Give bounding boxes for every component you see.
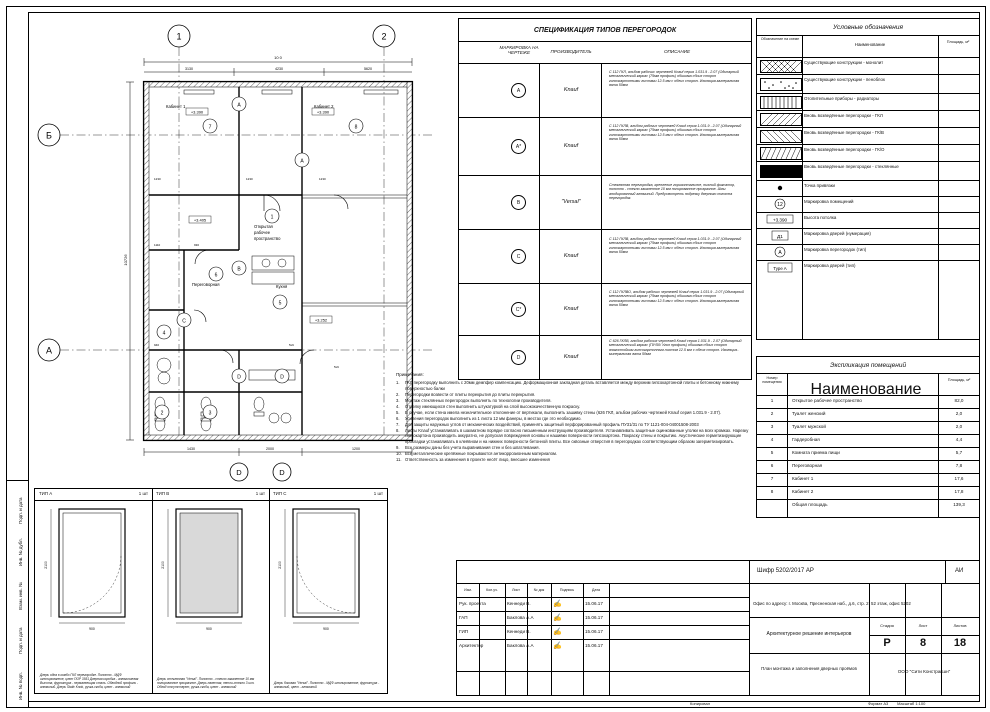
legend-row bbox=[757, 212, 979, 229]
svg-text:5x9: 5x9 bbox=[334, 365, 339, 369]
spec-description: С 112 ГКЛВ, альбом рабочих чертежей Knauf серия 1.031.9 - 2.07 (Одинарный металлический каркас (75мм профиль) обшивка сбоих сторон гипсокартонными листами 12.5 мм с обеих сторон. Изоляция-минеральная вата 50мм bbox=[609, 237, 742, 255]
role-date: 15.06.17 bbox=[585, 643, 603, 648]
note-text: Усиления перегородок выполнить из 1 листа 12 мм фанеры, в местах где это необходимо. bbox=[405, 415, 582, 421]
floor-plan bbox=[34, 20, 454, 482]
col-podpis: Подпись bbox=[559, 588, 575, 592]
svg-text:10 0: 10 0 bbox=[274, 55, 282, 60]
note-item: 9. Все размеры даны без учета выравнивания стен и без шпатлевания. bbox=[396, 445, 540, 451]
svg-text:8: 8 bbox=[354, 124, 358, 131]
spec-col-desc: ОПИСАНИЕ bbox=[663, 49, 691, 54]
room-area: 4,4 bbox=[955, 437, 963, 442]
svg-text:1: 1 bbox=[270, 214, 274, 221]
col-list: Лист bbox=[512, 588, 520, 592]
spec-producer: Knauf bbox=[563, 354, 579, 360]
col-data: Дата bbox=[592, 588, 600, 592]
sheet-code-suffix: АИ bbox=[955, 568, 964, 574]
room-name: Туалет женский bbox=[792, 411, 826, 416]
spec-mark: A bbox=[511, 83, 526, 98]
spec-producer: Knauf bbox=[563, 253, 579, 259]
legend-col-area: Площадь, м² bbox=[946, 40, 970, 44]
legend-name: Существующие конструкции - монолит bbox=[804, 60, 884, 65]
spec-row bbox=[459, 229, 751, 284]
legend-name: Существующие конструкции - пеноблок bbox=[804, 77, 885, 82]
note-text: Листы Knauf устанавливать в шахматном порядке согласно письменным инструкциям производителя. Устанавливать защитные оцинкованные уголки на всех кромках. Нарезку гипсокартона производить аккуратно, не допуская повреждения основы и нашивки поверхности гипсокартона. Покраску стены и покрытию. Акустические герметизирующие прокладки устанавливать в клеёвном и на нижних поверхности бетонной плиты. Все сквозные отверстия в перегородках соответствующим образом загерметизировать. bbox=[405, 427, 749, 445]
note-item: 11. Ответственность за изменения в проекте несёт лицо, внесшее изменения bbox=[396, 457, 550, 463]
svg-text:Б: Б bbox=[46, 130, 52, 141]
spec-description: С 626 ГКЛВ, альбом рабочих чертежей Knauf серия 1.031.9 - 2.07 (Одинарный металлический каркас (ПУ/50/ Угол профиль) обшивка сбоих сторон влагостойким гипсокартонным листом 12.5 мм с обеих сторон. Изоляция-минеральная вата 50мм bbox=[609, 339, 742, 357]
object-address: Офис по адресу: г. Москва, Пресненская наб., д.6, стр. 2, 52 этаж, офис 5202 bbox=[753, 601, 911, 606]
legend-name: Маркировка перегородок (тип) bbox=[804, 247, 867, 252]
notes-title: Примечания: bbox=[396, 372, 424, 377]
table-row bbox=[757, 473, 979, 487]
spec-mark: C bbox=[511, 249, 526, 264]
note-text: В случае, если стена имела незначительное отклонение от вертикали, выполнить зашивку стены (626 ГКЛ, альбом рабочих чертежей Knauf серия 1.031.9 - 2.07). bbox=[405, 409, 722, 415]
note-item: 6. Усиления перегородок выполнить из 1 листа 12 мм фанеры, в местах где это необходимо. bbox=[396, 415, 582, 421]
note-item: 1. ГКЛ перегородку выполнить с 20мм демпфер компенсацию. Деформационная закладная деталь вставляется между верхним гипсокартонной плиты и бетонному нижнему поверхностью балки bbox=[396, 380, 740, 391]
legend-row bbox=[757, 127, 979, 145]
room-area: 17,8 bbox=[954, 489, 964, 494]
room-area: 2,0 bbox=[955, 411, 963, 416]
table-row bbox=[757, 447, 979, 461]
door-b-header bbox=[152, 489, 269, 501]
legend-row bbox=[757, 196, 979, 213]
rooms-col-area: Площадь, м² bbox=[947, 378, 971, 382]
svg-text:Кабинет 1: Кабинет 1 bbox=[166, 104, 186, 109]
svg-text:2100: 2100 bbox=[161, 561, 165, 569]
legend-row bbox=[757, 244, 979, 261]
spec-row bbox=[459, 63, 751, 118]
legend-title: Условные обозначения bbox=[757, 19, 979, 36]
spec-title: СПЕЦИФИКАЦИЯ ТИПОВ ПЕРЕГОРОДОК bbox=[459, 19, 751, 42]
signature: ✍ bbox=[552, 627, 563, 637]
svg-text:рабочее: рабочее bbox=[254, 230, 271, 235]
door-c-count: 1 шт bbox=[373, 491, 383, 496]
drawing-title: План монтажа и заполнения дверных проёмов bbox=[761, 666, 857, 671]
table-row bbox=[757, 486, 979, 500]
note-item: 2. Перегородки возвести от плиты перекрытия до плиты перекрытия. bbox=[396, 391, 536, 397]
room-number: 5 bbox=[770, 450, 774, 455]
svg-text:+3.390: +3.390 bbox=[316, 109, 330, 115]
footer-format: Формат А3 Масштаб 1:100 bbox=[868, 701, 926, 706]
legend-name: Вновь возведённые перегородки - стеклянные bbox=[804, 164, 899, 169]
door-c-caption: Дверь боковая "Versal". Полотно - МДФ шпонированное, фурнитура - алюминий, цвет - алюминий bbox=[274, 681, 380, 689]
room-number: 2 bbox=[770, 411, 774, 416]
note-text: ГКЛ перегородку выполнить с 20мм демпфер компенсацию. Деформационная закладная деталь вставляется между верхним гипсокартонной плиты и бетонному нижнему поверхностью балки bbox=[405, 380, 740, 391]
svg-text:1230: 1230 bbox=[246, 177, 253, 181]
svg-text:900: 900 bbox=[323, 627, 329, 631]
spec-producer: Knauf bbox=[563, 87, 579, 93]
svg-text:A: A bbox=[45, 345, 53, 356]
svg-text:900: 900 bbox=[206, 627, 212, 631]
svg-text:3: 3 bbox=[208, 410, 212, 417]
note-item: 8. Листы Knauf устанавливать в шахматном порядке согласно письменным инструкциям производителя. Устанавливать защитные оцинкованные уголки на всех кромках. Нарезку гипсокартона производить аккуратно, не допуская повреждения основы и нашивки поверхности гипсокартона. Покраску стены и покрытию. Акустические герметизирующие прокладки устанавливать в клеёвном и на нижних поверхности бетонной плиты. Все сквозные отверстия в перегородках соответствующим образом загерметизировать. bbox=[396, 427, 749, 445]
room-number: 7 bbox=[770, 476, 774, 481]
room-name: Кабинет 1 bbox=[792, 476, 814, 481]
svg-text:2: 2 bbox=[160, 410, 164, 417]
table-row bbox=[757, 421, 979, 435]
svg-text:5: 5 bbox=[278, 300, 282, 307]
role-name: Кеннеди В. bbox=[507, 601, 531, 606]
svg-text:D: D bbox=[279, 468, 285, 477]
notes-block bbox=[396, 372, 756, 463]
table-row bbox=[757, 395, 979, 409]
door-details-block bbox=[34, 488, 388, 694]
door-b-type: ТИП В bbox=[156, 491, 170, 496]
stage-title: Архитектурное решение интерьеров bbox=[766, 631, 852, 637]
lists-label: Листов bbox=[953, 623, 967, 628]
svg-text:1230: 1230 bbox=[319, 177, 326, 181]
rooms-title: Экспликация помещений bbox=[757, 357, 979, 374]
svg-text:1230: 1230 bbox=[154, 177, 161, 181]
rooms-table bbox=[756, 356, 980, 518]
svg-text:12: 12 bbox=[777, 202, 783, 208]
note-item: 5. В случае, если стена имела незначительное отклонение от вертикали, выполнить зашивку стены (626 ГКЛ, альбом рабочих чертежей Knauf серия 1.031.9 - 2.07). bbox=[396, 409, 722, 415]
room-area: 5,7 bbox=[955, 450, 963, 455]
note-text: Монтаж стеклянных перегородок выполнять по технологии производителя. bbox=[405, 397, 552, 403]
note-text: Все металлические крепёжные покрываются антикоррозионным материалом. bbox=[405, 451, 558, 457]
col-ndok: № док bbox=[533, 588, 545, 592]
svg-text:2100: 2100 bbox=[278, 561, 282, 569]
table-row bbox=[757, 434, 979, 448]
svg-text:Кабинет 2: Кабинет 2 bbox=[314, 104, 334, 109]
door-detail-a bbox=[35, 489, 153, 693]
door-a-header bbox=[35, 489, 152, 501]
door-b-caption: Дверь стеклянная "Versal". Полотно - стекло закаленное 10 мм полированное прозрачное. Дверь навесная, петли-стекло 3 шт. Обвод отсутствует, ручка-скоба, цвет - алюминий bbox=[157, 677, 255, 689]
role-date: 15.06.17 bbox=[585, 629, 603, 634]
legend-row bbox=[757, 57, 979, 75]
legend-row bbox=[757, 93, 979, 111]
spec-col-mark: МАРКИРОВКА НА ЧЕРТЕЖЕ bbox=[499, 45, 539, 55]
legend-name: Маркировка дверей (тип) bbox=[804, 263, 856, 268]
room-area: 7,8 bbox=[955, 463, 963, 468]
room-area: 82,0 bbox=[954, 398, 964, 403]
svg-text:940: 940 bbox=[154, 343, 160, 347]
legend-name: Маркировка дверей (нумерация) bbox=[804, 231, 871, 236]
svg-text:900: 900 bbox=[89, 627, 95, 631]
legend-col-name: Наименование bbox=[854, 42, 886, 47]
legend-row bbox=[757, 144, 979, 162]
spec-mark: D bbox=[511, 350, 526, 365]
room-area: 139,3 bbox=[953, 502, 965, 507]
note-text: Перегородки возвести от плиты перекрытия до плиты перекрытия. bbox=[405, 391, 536, 397]
room-area: 2,0 bbox=[955, 424, 963, 429]
room-name: Открытое рабочее пространство bbox=[792, 398, 862, 403]
legend-row bbox=[757, 228, 979, 245]
spec-producer: Knauf bbox=[563, 306, 579, 312]
door-a-caption: Дверь одна в комбо ГКЛ перегородке. Полотно - МДФ шпонированное, цвет ПОР 3551 Дверная коробка - алюминиевая Высота, фурнитура - нержавеющая сталь. Обводной профиль - алюминий. Дверь Static Knob, ручка-скоба, цвет - алюминий bbox=[40, 673, 139, 689]
svg-text:C: C bbox=[182, 318, 186, 325]
strip-label-3: Инв. № дубл. bbox=[18, 538, 23, 566]
svg-text:1430: 1430 bbox=[187, 447, 195, 451]
signature: ✍ bbox=[552, 599, 563, 609]
legend-col-symbol: Обозначение на схеме bbox=[760, 37, 800, 41]
rooms-col-num: Номер помещения bbox=[762, 376, 782, 384]
svg-text:3130: 3130 bbox=[185, 67, 193, 71]
role-name: Баклова А.А bbox=[507, 615, 534, 620]
note-item: 4. Отделку имеющихся стен выполнить штукатуркой на слой высококачественную покраску. bbox=[396, 403, 581, 409]
svg-text:1: 1 bbox=[176, 31, 182, 42]
svg-text:2100: 2100 bbox=[44, 561, 48, 569]
svg-text:A: A bbox=[237, 102, 241, 109]
note-text: Отделку имеющихся стен выполнить штукатуркой на слой высококачественную покраску. bbox=[405, 403, 581, 409]
room-number: 3 bbox=[770, 424, 774, 429]
legend-row bbox=[757, 74, 979, 94]
strip-label-4: Подп. и дата bbox=[18, 497, 23, 524]
legend-row bbox=[757, 180, 979, 197]
svg-text:Открытая: Открытая bbox=[254, 224, 273, 229]
door-detail-b bbox=[152, 489, 270, 693]
svg-text:5x9: 5x9 bbox=[289, 343, 294, 347]
legend-row bbox=[757, 260, 979, 276]
svg-text:A: A bbox=[300, 158, 304, 165]
table-row bbox=[757, 408, 979, 422]
svg-text:2000: 2000 bbox=[266, 447, 274, 451]
door-c-type: ТИП С bbox=[273, 491, 287, 496]
svg-text:5620: 5620 bbox=[364, 67, 372, 71]
svg-text:6: 6 bbox=[214, 272, 218, 279]
svg-text:D: D bbox=[280, 374, 284, 381]
svg-text:+3.390: +3.390 bbox=[190, 109, 204, 115]
svg-text:Переговорная: Переговорная bbox=[192, 282, 220, 287]
room-name: Кабинет 2 bbox=[792, 489, 814, 494]
spec-mark: A* bbox=[511, 139, 526, 154]
svg-text:1200: 1200 bbox=[352, 447, 360, 451]
role-date: 15.06.17 bbox=[585, 615, 603, 620]
col-koluch: Кол.уч. bbox=[486, 588, 498, 592]
list-value: 8 bbox=[919, 637, 927, 649]
spec-mark: C* bbox=[511, 302, 526, 317]
svg-text:Type A: Type A bbox=[773, 265, 787, 271]
legend-row bbox=[757, 110, 979, 128]
role-name: Кеннеди В. bbox=[507, 629, 531, 634]
role-label: Архитектор bbox=[459, 643, 484, 648]
legend-name: Высота потолка bbox=[804, 215, 837, 220]
sheet-code: Шифр 5202/2017 АР bbox=[757, 568, 814, 574]
title-block bbox=[456, 560, 980, 696]
room-name: Переговорная bbox=[792, 463, 823, 468]
legend-name: Точка привязки bbox=[804, 183, 835, 188]
legend-name: Вновь возведённые перегородки - ГК/В bbox=[804, 130, 884, 135]
note-item: 10. Все металлические крепёжные покрываются антикоррозионным материалом. bbox=[396, 451, 558, 457]
svg-text:7: 7 bbox=[208, 124, 212, 131]
note-text: Для защиты наружных углов от механических воздействий, применять защитный перфорированный профиль ПУ31/31 по ТУ 1121-004-04001508-2003 bbox=[405, 421, 699, 427]
note-item: 7. Для защиты наружных углов от механических воздействий, применять защитный перфорированный профиль ПУ31/31 по ТУ 1121-004-04001508-2003 bbox=[396, 421, 699, 427]
legend-name: Вновь возведённые перегородки - ГК/О bbox=[804, 147, 885, 152]
note-text: Ответственность за изменения в проекте несёт лицо, внесшее изменения bbox=[405, 457, 550, 463]
note-text: Все размеры даны без учета выравнивания стен и без шпатлевания. bbox=[405, 445, 540, 451]
spec-description: С 112 ГКЛВ, альбом рабочих чертежей Knauf серия 1.031.9 - 2.07 (Одинарный металлический каркас (75мм профиль) обшивка сбоих сторон гипсокартонными листами 12.5 мм с обеих сторон. Изоляция-минеральная вата 50мм bbox=[609, 124, 742, 142]
svg-text:B: B bbox=[237, 266, 241, 273]
footer-copied: Копировал bbox=[690, 701, 711, 706]
door-b-count: 1 шт bbox=[255, 491, 265, 496]
room-name: Гардеробная bbox=[792, 437, 820, 442]
legend-name: Отопительные приборы - радиаторы bbox=[804, 96, 879, 101]
spec-producer: "Versal" bbox=[561, 199, 581, 205]
legend-name: Маркировка помещений bbox=[804, 199, 854, 204]
role-label: ГИП bbox=[459, 629, 469, 634]
room-number: 8 bbox=[770, 489, 774, 494]
legend-name: Вновь возведённые перегородки - ГКЛ bbox=[804, 113, 883, 118]
table-row bbox=[757, 499, 979, 513]
table-row bbox=[757, 460, 979, 474]
svg-text:10726: 10726 bbox=[123, 254, 128, 266]
room-name: Общая площадь bbox=[792, 502, 828, 507]
svg-text:A: A bbox=[778, 250, 782, 256]
role-label: ГАП bbox=[459, 615, 468, 620]
spec-description: Стеклянная перегородка, крепление горизонтальное, нижний фиксатор, полотно - стекло закаленное 10 мм полированное прозрачное. Швы анодированный алюминий. Предусмотреть подрезку дверного полотна перегородок. bbox=[609, 183, 736, 201]
lists-value: 18 bbox=[953, 637, 967, 649]
door-a-count: 1 шт bbox=[138, 491, 148, 496]
spec-description: С 112 ГКЛВО, альбом рабочих чертежей Knauf серия 1.031.9 - 2.07 (Одинарный металлический каркас (75мм профиль) обшивка сбоих сторон гипсокартонными листами 12.5 мм с обеих сторон. Изоляция-минеральная вата 50мм bbox=[609, 290, 744, 308]
role-label: Рук. проекта bbox=[459, 601, 486, 606]
spec-mark: B bbox=[511, 195, 526, 210]
spec-col-producer: ПРОИЗВОДИТЕЛЬ bbox=[550, 49, 592, 54]
svg-text:пространство: пространство bbox=[254, 236, 281, 241]
stage-label: Стадия bbox=[880, 623, 894, 628]
svg-text:1110: 1110 bbox=[154, 243, 161, 247]
door-c-header bbox=[269, 489, 387, 501]
signature: ✍ bbox=[552, 613, 563, 623]
svg-text:4230: 4230 bbox=[275, 67, 283, 71]
spec-row bbox=[459, 175, 751, 230]
role-date: 15.06.17 bbox=[585, 601, 603, 606]
partition-spec-table bbox=[458, 18, 752, 380]
stage-value: Р bbox=[883, 637, 891, 649]
svg-text:D: D bbox=[237, 374, 241, 381]
room-name: Туалет мужской bbox=[792, 424, 826, 429]
svg-text:+3.405: +3.405 bbox=[193, 217, 207, 223]
role-name: Баклова А.А bbox=[507, 643, 534, 648]
list-label: Лист bbox=[918, 623, 928, 628]
svg-text:930: 930 bbox=[194, 243, 200, 247]
spec-producer: Knauf bbox=[563, 143, 579, 149]
svg-text:Кухня: Кухня bbox=[276, 284, 288, 289]
signature: ✍ bbox=[552, 641, 563, 651]
legend-row bbox=[757, 161, 979, 181]
svg-text:D: D bbox=[236, 468, 242, 477]
spec-row bbox=[459, 117, 751, 176]
legend-table bbox=[756, 18, 980, 340]
room-number: 6 bbox=[770, 463, 774, 468]
door-a-type: ТИП А bbox=[39, 491, 53, 496]
svg-text:2: 2 bbox=[381, 31, 387, 42]
room-name: Комната приема пищи bbox=[792, 450, 840, 455]
strip-label-1: Подп. и дата bbox=[18, 627, 23, 654]
strip-label-2: Взам. инв. № bbox=[18, 582, 23, 610]
strip-label-0: Инв. № подп. bbox=[18, 672, 23, 700]
col-izm: Изм. bbox=[464, 588, 472, 592]
spec-description: С 112 ГКЛ, альбом рабочих чертежей Knauf серия 1.031.9 - 2.07 (Одинарный металлический каркас (75мм профиль) обшивка сбоих сторон гипсокартонными листами 12.5 мм с обеих сторон. Изоляция-минеральная вата 50мм bbox=[609, 70, 740, 88]
svg-text:+3.390: +3.390 bbox=[772, 217, 788, 223]
door-detail-c bbox=[269, 489, 387, 693]
rooms-col-name: Наименование bbox=[810, 381, 922, 398]
spec-row bbox=[459, 283, 751, 336]
company-name: ООО "Сити Констракшн" bbox=[897, 669, 951, 674]
room-number: 1 bbox=[770, 398, 774, 403]
room-area: 17,6 bbox=[954, 476, 964, 481]
svg-text:4: 4 bbox=[162, 330, 166, 337]
room-number: 4 bbox=[770, 437, 774, 442]
svg-text:+3.252: +3.252 bbox=[314, 317, 328, 323]
svg-text:Д1: Д1 bbox=[777, 234, 783, 240]
note-item: 3. Монтаж стеклянных перегородок выполнять по технологии производителя. bbox=[396, 397, 552, 403]
